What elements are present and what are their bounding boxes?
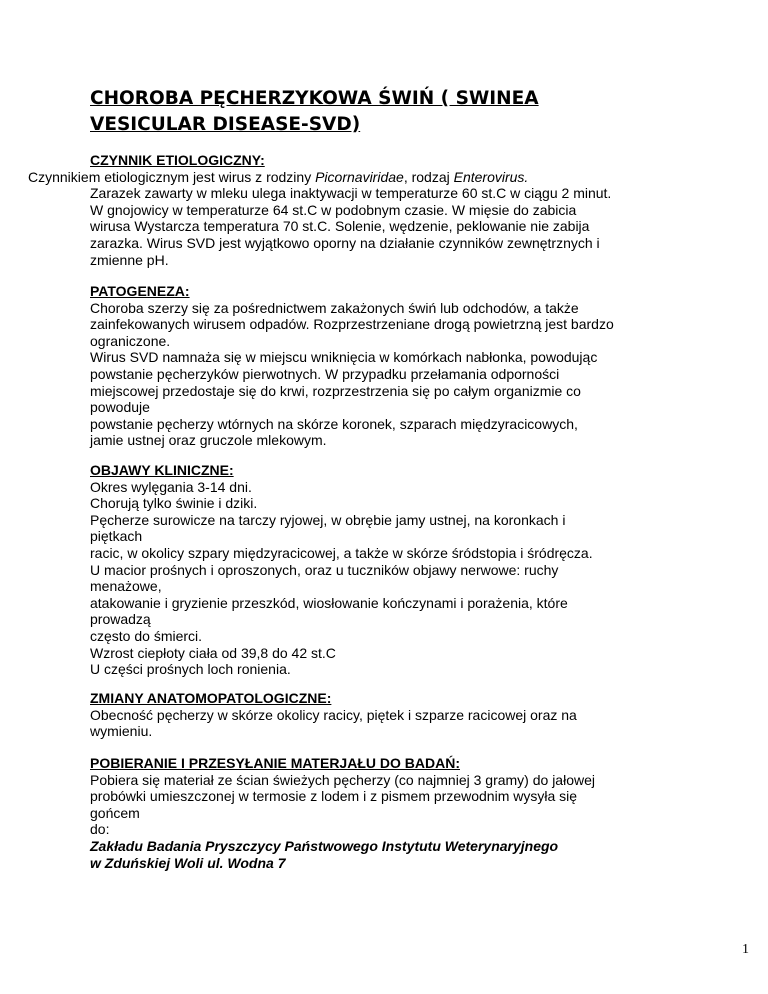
section-sampling	[90, 755, 700, 871]
symptoms-line: Chorują tylko świnie i dziki.	[90, 495, 258, 512]
pathogenesis-line: powstanie pęcherzyków pierwotnych. W przypadku przełamania odporności	[90, 365, 560, 382]
symptoms-line: często do śmierci.	[90, 627, 203, 644]
symptoms-line: Okres wylęgania 3-14 dni.	[90, 478, 252, 495]
symptoms-line: piętkach	[90, 528, 143, 545]
section-anatomy	[90, 690, 700, 740]
symptoms-line: U macior prośnych i oproszonych, oraz u tuczników objawy nerwowe: ruchy	[90, 561, 559, 578]
symptoms-line: menażowe,	[90, 578, 162, 595]
address-line-1: Zakładu Badania Pryszczycy Państwowego Instytutu Weterynaryjnego	[90, 837, 559, 854]
etiology-line-6: zmienne pH.	[90, 251, 169, 268]
sampling-line: Pobiera się materiał ze ścian świeżych pęcherzy (co najmniej 3 gramy) do jałowej	[90, 771, 595, 788]
etiology-line-3: W gnojowicy w temperaturze 64 st.C w podobnym czasie. W mięsie do zabicia	[90, 201, 577, 218]
pathogenesis-line: ograniczone.	[90, 332, 171, 349]
section-etiology	[28, 152, 700, 268]
etiology-line-4: wirusa Wystarcza temperatura 70 st.C. Solenie, wędzenie, peklowanie nie zabija	[90, 218, 590, 235]
symptoms-line: Wzrost ciepłoty ciała od 39,8 do 42 st.C	[90, 644, 336, 661]
symptoms-line: atakowanie i gryzienie przeszkód, wiosłowanie kończynami i porażenia, które	[90, 594, 568, 611]
section-symptoms	[90, 462, 700, 678]
etiology-line-2: Zarazek zawarty w mleku ulega inaktywacji w temperaturze 60 st.C w ciągu 2 minut.	[90, 185, 612, 202]
genus-name: Enterovirus.	[453, 168, 529, 185]
pathogenesis-line: Wirus SVD namnaża się w miejscu wniknięcia w komórkach nabłonka, powodując	[90, 349, 598, 366]
sampling-line: do:	[90, 821, 110, 838]
etiology-line-5: zarazka. Wirus SVD jest wyjątkowo oporny na działanie czynników zewnętrznych i	[90, 234, 600, 251]
section-heading-etiology: CZYNNIK ETIOLOGICZNY:	[90, 152, 265, 168]
page-number: 1	[742, 942, 749, 957]
pathogenesis-line: powoduje	[90, 399, 150, 416]
pathogenesis-line: miejscowej przedostaje się do krwi, rozprzestrzenia się po całym organizmie co	[90, 382, 581, 399]
title-line-2: VESICULAR DISEASE-SVD)	[90, 114, 361, 135]
document-title	[90, 86, 690, 138]
section-heading-pathogenesis: PATOGENEZA:	[90, 283, 190, 299]
address-line-2: w Zduńskiej Woli ul. Wodna 7	[90, 854, 286, 871]
etiology-line-1	[28, 169, 700, 186]
pathogenesis-line: powstanie pęcherzy wtórnych na skórze koronek, szparach międzyracicowych,	[90, 415, 578, 432]
anatomy-line: Obecność pęcherzy w skórze okolicy racicy, piętek i szparze racicowej oraz na	[90, 706, 577, 723]
family-name: Picornaviridae	[315, 168, 404, 185]
anatomy-line: wymieniu.	[90, 723, 153, 740]
etiology-text: , rodzaj	[403, 168, 454, 185]
section-pathogenesis	[90, 283, 700, 449]
pathogenesis-line: Choroba szerzy się za pośrednictwem zakażonych świń lub odchodów, a także	[90, 299, 579, 316]
section-heading-sampling: POBIERANIE I PRZESYŁANIE MATERJAŁU DO BADAŃ:	[90, 755, 460, 771]
pathogenesis-line: zainfekowanych wirusem odpadów. Rozprzestrzeniane drogą powietrzną jest bardzo	[90, 316, 614, 333]
sampling-line: gońcem	[90, 804, 140, 821]
sampling-line: probówki umieszczonej w termosie z lodem i z pismem przewodnim wysyła się	[90, 788, 578, 805]
symptoms-line: Pęcherze surowicze na tarczy ryjowej, w obrębie jamy ustnej, na koronkach i	[90, 511, 566, 528]
symptoms-line: U części prośnych loch ronienia.	[90, 661, 291, 678]
etiology-text: Czynnikiem etiologicznym jest wirus z rodziny	[28, 168, 316, 185]
pathogenesis-line: jamie ustnej oraz gruczole mlekowym.	[90, 432, 327, 449]
symptoms-line: racic, w okolicy szpary międzyracicowej, a także w skórze śródstopia i śródręcza.	[90, 544, 593, 561]
symptoms-line: prowadzą	[90, 611, 151, 628]
section-heading-anatomy: ZMIANY ANATOMOPATOLOGICZNE:	[90, 690, 332, 706]
section-heading-symptoms: OBJAWY KLINICZNE:	[90, 462, 234, 478]
title-line-1: CHOROBA PĘCHERZYKOWA ŚWIŃ ( SWINEA	[90, 88, 539, 109]
